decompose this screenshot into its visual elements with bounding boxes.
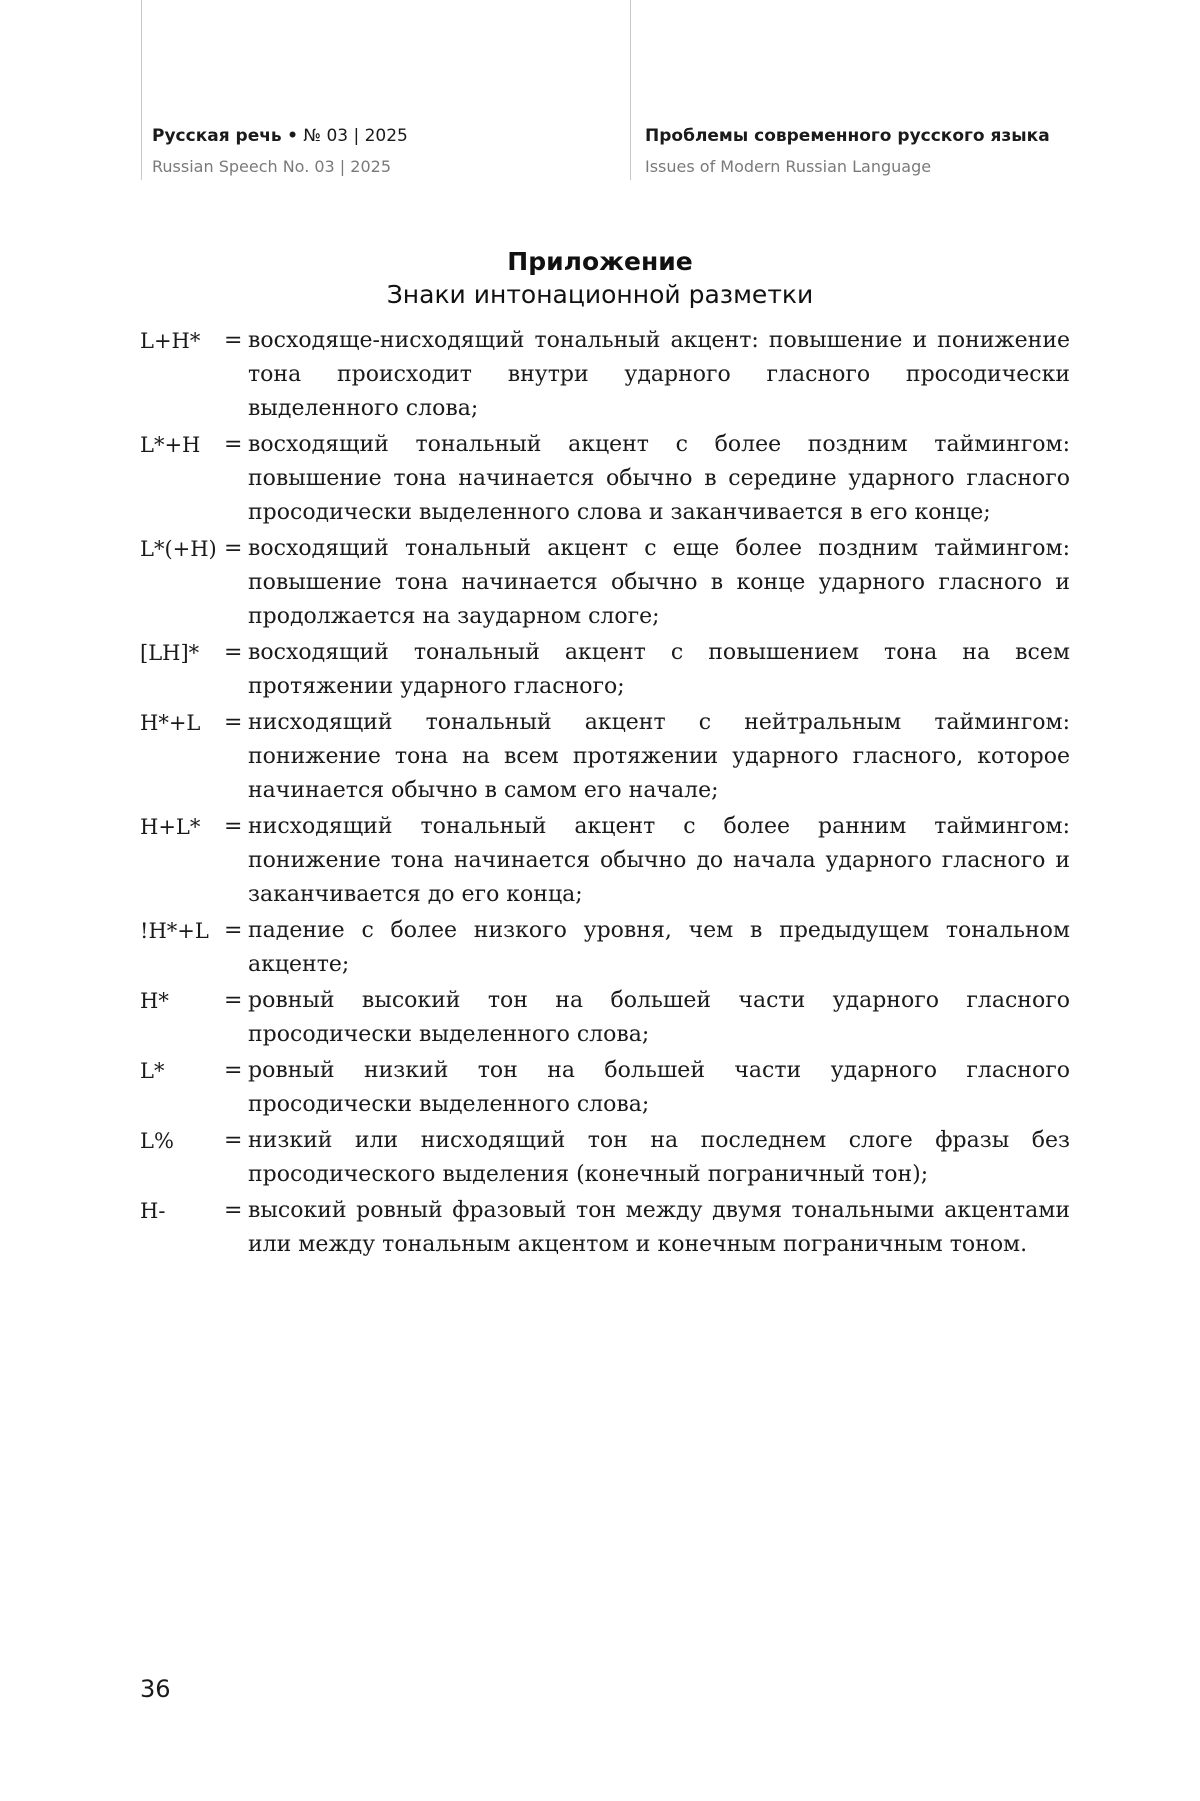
legend-definition: низкий или нисходящий тон на последнем слоге фразы без просодического выделения (конечный пограничный тон); xyxy=(248,1128,1070,1187)
legend-definition: ровный низкий тон на большей части ударного гласного просодически выделенного слова; xyxy=(248,1058,1070,1117)
legend-definition: ровный высокий тон на большей части ударного гласного просодически выделенного слова; xyxy=(248,988,1070,1047)
equals-sign: = xyxy=(224,432,243,457)
legend-definition: восходящий тональный акцент с более поздним таймингом: повышение тона начинается обычно в середине ударного гласного просодически выделенного слова и заканчивается в его конце; xyxy=(248,432,1070,525)
intonation-legend xyxy=(140,324,1070,1264)
legend-symbol: L*(+H) xyxy=(140,537,217,561)
section-title-ru xyxy=(645,124,1050,148)
journal-title-ru xyxy=(152,124,408,148)
appendix-title: Приложение xyxy=(507,247,693,276)
legend-symbol: L+H* xyxy=(140,329,201,353)
legend-definition: падение с более низкого уровня, чем в предыдущем тональном акценте; xyxy=(248,918,1070,977)
legend-entry xyxy=(140,706,1070,808)
legend-symbol: H- xyxy=(140,1199,166,1223)
section-header xyxy=(645,124,1050,178)
equals-sign: = xyxy=(224,1198,243,1223)
legend-entry xyxy=(140,428,1070,530)
legend-definition: восходяще-нисходящий тональный акцент: повышение и понижение тона происходит внутри ударного гласного просодически выделенного слова; xyxy=(248,328,1070,421)
equals-sign: = xyxy=(224,1058,243,1083)
legend-entry xyxy=(140,810,1070,912)
legend-symbol: L* xyxy=(140,1059,165,1083)
legend-symbol: H*+L xyxy=(140,711,201,735)
legend-definition: высокий ровный фразовый тон между двумя тональными акцентами или между тональным акцентом и конечным пограничным тоном. xyxy=(248,1198,1070,1257)
equals-sign: = xyxy=(224,918,243,943)
legend-definition: восходящий тональный акцент с повышением тона на всем протяжении ударного гласного; xyxy=(248,640,1070,699)
section-title-en: Issues of Modern Russian Language xyxy=(645,157,932,176)
legend-symbol: !H*+L xyxy=(140,919,209,943)
legend-symbol: L*+H xyxy=(140,433,201,457)
journal-name: Русская речь xyxy=(152,126,282,146)
legend-entry xyxy=(140,1124,1070,1192)
legend-entry xyxy=(140,636,1070,704)
header-rule-right xyxy=(630,0,631,180)
legend-entry xyxy=(140,1194,1070,1262)
section-name: Проблемы современного русского языка xyxy=(645,126,1050,146)
legend-entry xyxy=(140,324,1070,426)
appendix-heading xyxy=(130,246,1070,312)
equals-sign: = xyxy=(224,536,243,561)
equals-sign: = xyxy=(224,640,243,665)
legend-definition: нисходящий тональный акцент с более ранним таймингом: понижение тона начинается обычно до начала ударного гласного и заканчивается до его конца; xyxy=(248,814,1070,907)
issue-number: № 03 | 2025 xyxy=(303,126,408,146)
legend-symbol: L% xyxy=(140,1129,174,1153)
appendix-subtitle: Знаки интонационной разметки xyxy=(386,280,814,309)
legend-definition: нисходящий тональный акцент с нейтральным таймингом: понижение тона на всем протяжении ударного гласного, которое начинается обычно в самом его начале; xyxy=(248,710,1070,803)
legend-entry xyxy=(140,914,1070,982)
journal-header xyxy=(152,124,408,178)
legend-entry xyxy=(140,1054,1070,1122)
page-number: 36 xyxy=(140,1675,171,1703)
header-bullet: • xyxy=(287,126,298,146)
legend-entry xyxy=(140,984,1070,1052)
legend-symbol: H+L* xyxy=(140,815,201,839)
legend-entry xyxy=(140,532,1070,634)
header-rule-left xyxy=(141,0,142,180)
equals-sign: = xyxy=(224,1128,243,1153)
legend-symbol: H* xyxy=(140,989,169,1013)
equals-sign: = xyxy=(224,710,243,735)
legend-definition: восходящий тональный акцент с еще более поздним таймингом: повышение тона начинается обычно в конце ударного гласного и продолжается на заударном слоге; xyxy=(248,536,1070,629)
equals-sign: = xyxy=(224,328,243,353)
legend-symbol: [LH]* xyxy=(140,641,200,665)
journal-title-en: Russian Speech No. 03 | 2025 xyxy=(152,157,391,176)
equals-sign: = xyxy=(224,988,243,1013)
equals-sign: = xyxy=(224,814,243,839)
